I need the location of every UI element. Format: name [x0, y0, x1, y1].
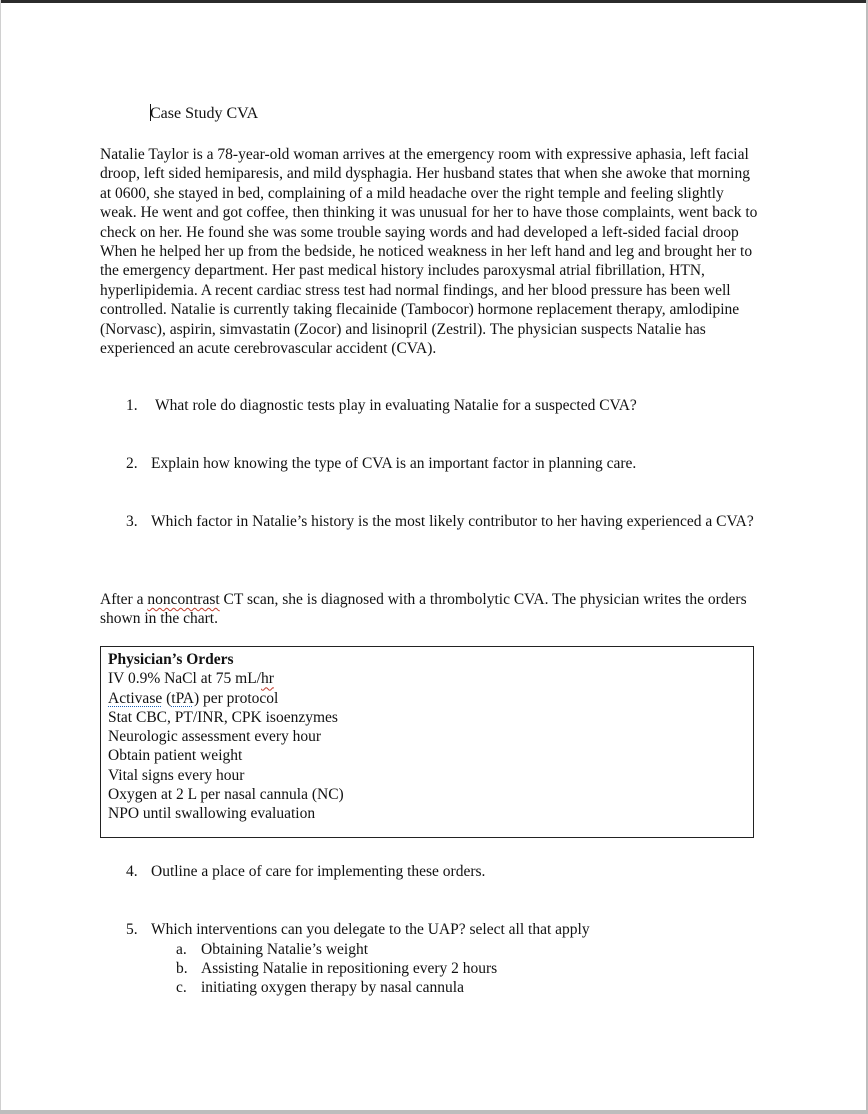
order-activase-suffix: ) per protocol [193, 689, 279, 707]
option-text: initiating oxygen therapy by nasal cannula [201, 979, 464, 996]
question-text: Explain how knowing the type of CVA is an important factor in planning care. [151, 455, 637, 472]
ct-scan-paragraph[interactable] [100, 590, 760, 628]
question-text: Which interventions can you delegate to the UAP? select all that apply [151, 921, 590, 938]
order-activase[interactable] [108, 689, 344, 708]
order-activase-text: ( [162, 689, 172, 707]
window-bottom-edge [0, 1110, 868, 1114]
order-item[interactable]: Stat CBC, PT/INR, CPK isoenzymes [108, 708, 338, 726]
ct-text-after: CT scan, she is diagnosed with a thrombolytic CVA. The physician writes the orders shown in the chart. [100, 591, 747, 628]
option-text: Assisting Natalie in repositioning every 2 hours [201, 960, 498, 977]
question-text: What role do diagnostic tests play in evaluating Natalie for a suspected CVA? [155, 397, 637, 414]
question-number: 2. [126, 455, 138, 472]
order-item[interactable]: Vital signs every hour [108, 766, 245, 784]
spellcheck-flagged-word[interactable]: Activase [108, 689, 163, 707]
order-iv[interactable] [108, 669, 344, 688]
option-letter: c. [176, 979, 187, 996]
ct-text-before: After a [100, 591, 148, 608]
document-title[interactable] [150, 104, 258, 124]
question-number: 4. [126, 863, 138, 880]
question-number: 1. [126, 397, 138, 414]
title-text: Case Study CVA [150, 105, 259, 122]
spellcheck-flagged-word[interactable]: noncontrast [147, 591, 220, 608]
option-text: Obtaining Natalie’s weight [201, 941, 369, 958]
orders-heading: Physician’s Orders [108, 651, 234, 668]
order-iv-text: IV 0.9% NaCl at 75 mL/ [108, 670, 261, 688]
order-item[interactable]: Oxygen at 2 L per nasal cannula (NC) [108, 786, 344, 804]
order-item[interactable]: Obtain patient weight [108, 747, 243, 765]
question-text: Which factor in Natalie’s history is the most likely contributor to her having experienced a CVA? [151, 513, 754, 530]
intro-paragraph[interactable]: Natalie Taylor is a 78-year-old woman arrives at the emergency room with expressive aphasia, left facial droop, left sided hemiparesis, and mild dysphagia. Her husband states that when she awoke that morning at 0600, she stayed in bed, complaining of a mild headache over the right temple and feeling slightly weak. He went and got coffee, then thinking it was unusual for her to have those complaints, went back to check on her. He found she was some trouble saying words and had developed a left-sided facial droop When he helped her up from the bedside, he noticed weakness in her left hand and leg and brought her to the emergency department. Her past medical history includes paroxysmal atrial fibrillation, HTN, hyperlipidemia. A recent cardiac stress test had normal findings, and her blood pressure has been well controlled. Natalie is currently taking flecainide (Tambocor) hormone replacement therapy, amlodipine (Norvasc), aspirin, simvastatin (Zocor) and lisinopril (Zestril). The physician suspects Natalie has experienced an acute cerebrovascular accident (CVA). [100, 146, 758, 358]
question-number: 3. [126, 513, 138, 530]
question-number: 5. [126, 921, 138, 938]
orders-list [108, 650, 344, 824]
option-letter: b. [176, 960, 188, 977]
order-item[interactable]: NPO until swallowing evaluation [108, 805, 316, 823]
question-text: Outline a place of care for implementing these orders. [151, 863, 486, 880]
spellcheck-flagged-word[interactable]: tPA [171, 689, 194, 707]
spellcheck-flagged-word[interactable]: hr [260, 670, 274, 688]
order-item[interactable]: Neurologic assessment every hour [108, 728, 322, 746]
option-letter: a. [176, 941, 187, 958]
physician-orders-box [100, 646, 754, 838]
